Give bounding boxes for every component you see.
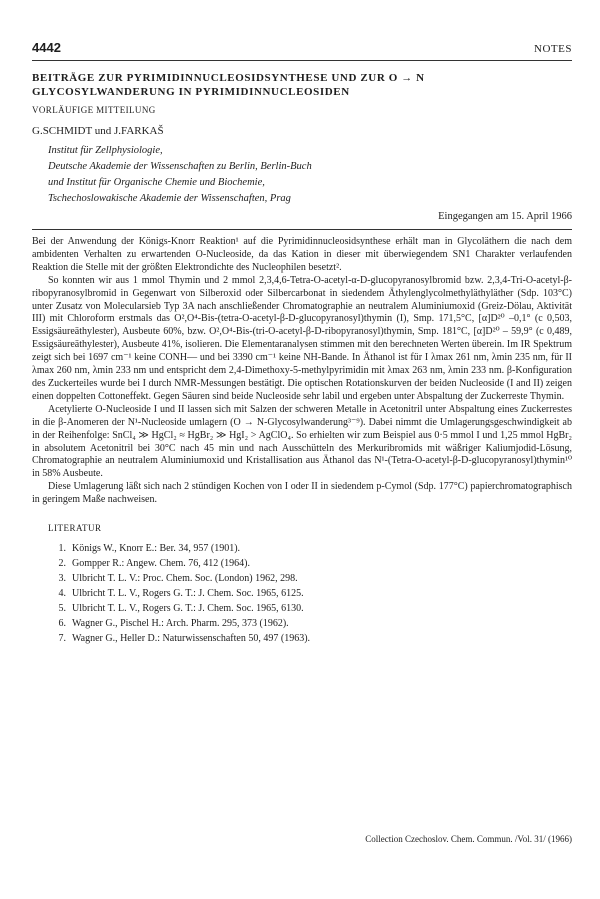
article-title — [32, 71, 572, 99]
reference-number: 5. — [58, 603, 66, 615]
reference-number: 6. — [58, 618, 66, 630]
reference-text: Königs W., Knorr E.: Ber. 34, 957 (1901). — [72, 543, 241, 555]
reference-item — [48, 541, 572, 556]
reference-item — [48, 586, 572, 601]
body-paragraph: Diese Umlagerung läßt sich nach 2 stündigen Kochen von I oder II in siedendem p-Cymol (Sdp. 177°C) papierchromatographisch in geringem Maße nachweisen. — [32, 481, 572, 506]
title-line-2: GLYCOSYLWANDERUNG IN PYRIMIDINNUCLEOSIDEN — [32, 86, 350, 98]
reference-item — [48, 631, 572, 646]
reference-item — [48, 601, 572, 616]
received-date: Eingegangen am 15. April 1966 — [438, 211, 572, 222]
literature-heading: LITERATUR — [48, 523, 102, 534]
reference-number: 4. — [58, 588, 66, 600]
reference-number: 3. — [58, 573, 66, 585]
reference-number: 7. — [58, 633, 66, 645]
reference-item — [48, 571, 572, 586]
reference-text: Wagner G., Heller D.: Naturwissenschaften 50, 497 (1963). — [72, 633, 311, 645]
reference-number: 2. — [58, 558, 66, 570]
journal-page — [32, 40, 572, 646]
affiliation — [48, 143, 572, 207]
divider — [32, 229, 572, 230]
reference-number: 1. — [58, 543, 66, 555]
affiliation-line: Deutsche Akademie der Wissenschaften zu Berlin, Berlin-Buch — [48, 161, 312, 172]
reference-text: Ulbricht T. L. V.: Proc. Chem. Soc. (London) 1962, 298. — [72, 573, 298, 585]
title-line-1: BEITRÄGE ZUR PYRIMIDINNUCLEOSIDSYNTHESE UND ZUR O → N — [32, 72, 425, 84]
affiliation-line: Tschechoslowakische Akademie der Wissenschaften, Prag — [48, 193, 291, 204]
affiliation-line: Institut für Zellphysiologie, — [48, 145, 163, 156]
page-number: 4442 — [32, 40, 61, 55]
reference-text: Ulbricht T. L. V., Rogers G. T.: J. Chem. Soc. 1965, 6125. — [72, 588, 304, 600]
reference-item — [48, 556, 572, 571]
body-paragraph: Bei der Anwendung der Königs-Knorr Reaktion¹ auf die Pyrimidinnucleosidsynthese erhält man in Glycoläthern die nach dem ambidenten Verhalten zu erwartenden O-Nucleoside, da das Kation in dieser mit überwiegendem SN1 Charakter verlaufenden Reaktion die Stelle mit der größten Elektrondichte des Nucleophilen besetzt². — [32, 236, 572, 273]
affiliation-line: und Institut für Organische Chemie und Biochemie, — [48, 177, 265, 188]
running-header — [32, 40, 572, 61]
body-paragraph: So konnten wir aus 1 mmol Thymin und 2 mmol 2,3,4,6-Tetra-O-acetyl-α-D-glucopyranosylbromid bzw. 2,3,4-Tri-O-acetyl-β-ribopyranosylbromid in Gegenwart von Silberoxid oder Silbercarbonat in siedendem Äthylenglycolmethyläthyläther (Sdp. 103°C) unter Zusatz von Molecularsieb Typ 3A nach anschließender Chromatographie an neutralem Aluminiumoxid (Greiz-Dölau, Aktivität III) mit Chloroform erstmals das O²,O⁴-Bis-(tetra-O-acetyl-β-D-glucopyranosyl)thymin (I), Smp. 171,5°C, [α]D²⁰ –0,1° (c 0,503, Essigsäureäthylester), Ausbeute 60%, bzw. O²,O⁴-Bis-(tri-O-acetyl-β-D-ribopyranosyl)thymin, Smp. 181°C, [α]D²⁰ – 59,9° (c 0,489, Essigsäureäthylester), Ausbeute 41%, isolieren. Die Elementaranalysen stimmen mit den berechneten Werten überein. Im IR Spektrum zeigt sich bei 1697 cm⁻¹ keine CONH— und bei 3390 cm⁻¹ keine NH-Bande. In Äthanol ist für I λmax 261 nm, λmin 235 nm, für II λmax 260 nm, λmin 233 nm und entspricht dem 2,4-Dimethoxy-5-methylpyrimidin mit λmax 263 nm, λmin 233 nm. β-Konfiguration des Zuckerteiles wurde bei I durch NMR-Messungen bestätigt. Die optischen Rotationskurven der beiden Nucleoside (I and II) zeigen einen doppelten Cottoneffekt. Gegen Säuren sind beide Nucleoside sehr labil und ergeben unter Abspaltung der Zuckerreste Thymin. — [32, 274, 572, 402]
article-body — [32, 236, 572, 507]
authors: G.SCHMIDT und J.FARKAŠ — [32, 125, 164, 137]
reference-list — [48, 541, 572, 646]
reference-text: Gompper R.: Angew. Chem. 76, 412 (1964). — [72, 558, 250, 570]
section-label: NOTES — [534, 43, 572, 55]
article-subtitle: VORLÄUFIGE MITTEILUNG — [32, 105, 156, 115]
reference-text: Wagner G., Pischel H.: Arch. Pharm. 295, 373 (1962). — [72, 618, 289, 630]
body-paragraph: Acetylierte O-Nucleoside I und II lassen sich mit Salzen der schweren Metalle in Acetonitril unter Abspaltung eines Zuckerrestes in die β-Anomeren der N¹-Nucleoside umlagern (O → N-Glycosylwanderung³⁻⁹). Dabei nimmt die Umlagerungsgeschwindigkeit ab in der Reihenfolge: SnCl₄ ≫ HgCl₂ ≈ HgBr₂ ≫ HgI₂ > AgClO₄. So erhielten wir zum Beispiel aus 0·5 mmol I und 1,25 mmol HgBr₂ in absolutem Acetonitril bei 30°C nach 45 min und nach Ausschütteln des Merkuribromids mit wäßriger Kaliumjodid-Lösung, Chromatographie an neutralem Aluminiumoxid und Kristallisation aus Äthanol das N¹-(Tetra-O-acetyl-β-D-glucopyranosyl)thymin¹⁰ in 58% Ausbeute. — [32, 403, 572, 480]
reference-text: Ulbricht T. L. V., Rogers G. T.: J. Chem. Soc. 1965, 6130. — [72, 603, 304, 615]
journal-footer: Collection Czechoslov. Chem. Commun. /Vol. 31/ (1966) — [365, 834, 572, 844]
reference-item — [48, 616, 572, 631]
